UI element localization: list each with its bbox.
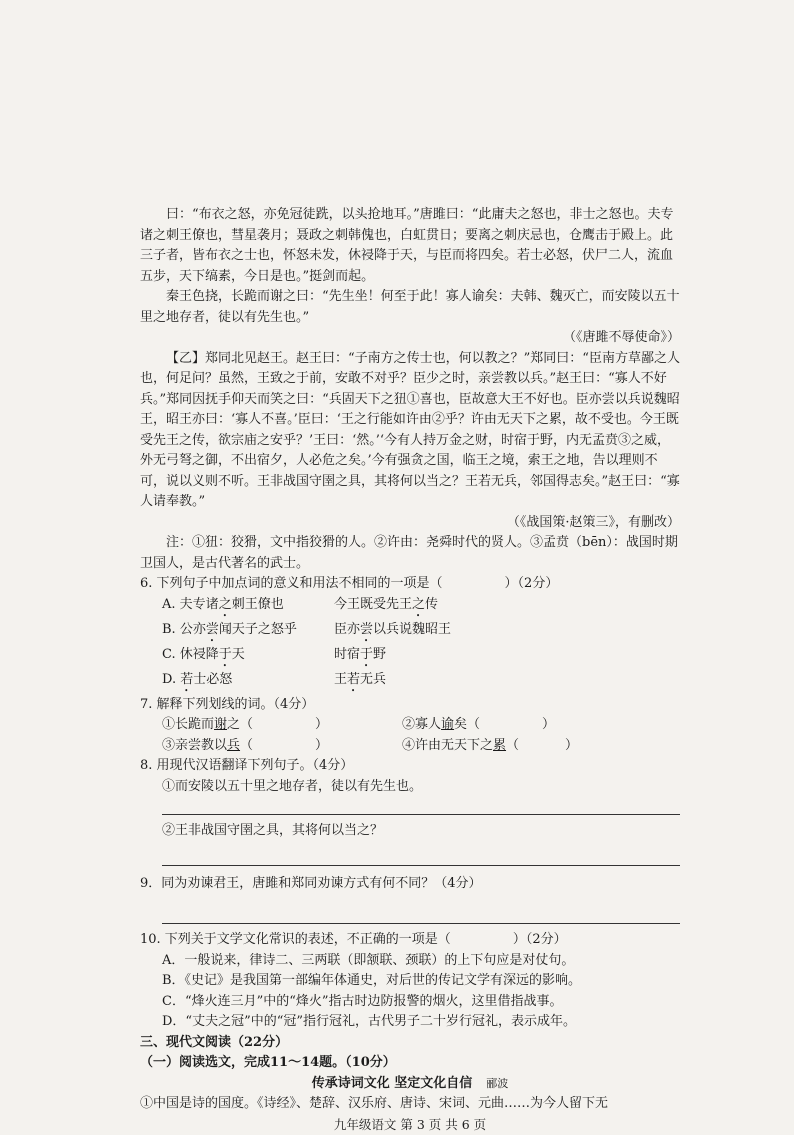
answer-line[interactable]	[162, 848, 680, 866]
dotted-char: 尝	[206, 620, 219, 645]
dotted-char: 若	[347, 670, 360, 695]
question-6-option-b[interactable]: B. 公亦尝闻天子之怒乎 臣亦尝以兵说魏昭王	[140, 620, 680, 645]
question-10-option-b[interactable]: B．《史记》是我国第一部编年体通史，对后世的传记文学有深远的影响。	[140, 971, 680, 992]
question-8-sentence-1: ①而安陵以五十里之地存者，徒以有先生也。	[140, 777, 680, 798]
underlined-word: 累	[493, 736, 506, 757]
question-6-option-c[interactable]: C. 休祲降于天 时宿于野	[140, 645, 680, 670]
dotted-char: 于	[360, 645, 373, 670]
dotted-char: 尝	[360, 620, 373, 645]
dotted-char: 之	[219, 595, 232, 620]
passage-jia-paragraph-2: 秦王色挠，长跪而谢之曰：“先生坐！何至于此！寡人谕矣：夫韩、魏灭亡，而安陵以五十里之地存者，徒以有先生也。”	[140, 287, 680, 328]
question-6-option-a[interactable]: A. 夫专诸之刺王僚也 今王既受先王之传	[140, 595, 680, 620]
question-7-stem: 7. 解释下列划线的词。（4分）	[140, 695, 680, 716]
article-title: 传承诗词文化 坚定文化自信 郦波	[140, 1074, 680, 1095]
dotted-char: 于	[219, 645, 232, 670]
exam-page	[140, 205, 680, 1135]
question-10-option-a[interactable]: A．一般说来，律诗二、三两联（即颔联、颈联）的上下句应是对仗句。	[140, 951, 680, 972]
answer-line[interactable]	[162, 906, 680, 924]
underlined-word: 谢	[214, 715, 227, 736]
question-8-stem: 8. 用现代汉语翻译下列句子。（4分）	[140, 756, 680, 777]
passage-jia-paragraph-1: 曰：“布衣之怒，亦免冠徒跣，以头抢地耳。”唐雎曰：“此庸夫之怒也，非士之怒也。夫专诸之刺王僚也，彗星袭月；聂政之刺韩傀也，白虹贯日；要离之刺庆忌也，仓鹰击于殿上。此三子者，皆布衣之士也，怀怒未发，休祲降于天，与臣而将四矣。若士必怒，伏尸二人，流血五步，天下缟素，今日是也。”挺剑而起。	[140, 205, 680, 287]
passage-yi-source: （《战国策·赵策三》，有删改）	[140, 513, 680, 534]
dotted-char: 若	[180, 670, 193, 695]
article-paragraph-1: ①中国是诗的国度。《诗经》、楚辞、汉乐府、唐诗、宋词、元曲……为今人留下无	[140, 1094, 680, 1115]
page-footer: 九年级语文 第 3 页 共 6 页	[140, 1115, 680, 1135]
passage-jia-source: （《唐雎不辱使命》）	[140, 328, 680, 349]
question-7-row-2: ③亲尝教以兵（ ） ④许由无天下之累（ ）	[140, 736, 680, 757]
article-author: 郦波	[486, 1077, 508, 1090]
annotation-note: 注：①狃：狡猾，文中指狡猾的人。②许由：尧舜时代的贤人。③孟贲（bēn）：战国时期卫国人，是古代著名的武士。	[140, 533, 680, 574]
question-10-option-c[interactable]: C．“烽火连三月”中的“烽火”指古时边防报警的烟火，这里借指战事。	[140, 992, 680, 1013]
section-3-subheading: （一）阅读选文，完成11～14题。（10分）	[140, 1053, 680, 1074]
underlined-word: 兵	[227, 736, 240, 757]
answer-line[interactable]	[162, 797, 680, 815]
question-6-stem: 6. 下列句子中加点词的意义和用法不相同的一项是（ ）（2分）	[140, 574, 680, 595]
question-6-option-d[interactable]: D. 若士必怒 王若无兵	[140, 670, 680, 695]
section-3-heading: 三、现代文阅读（22分）	[140, 1033, 680, 1054]
underlined-word: 谕	[441, 715, 454, 736]
question-10-stem: 10. 下列关于文学文化常识的表述，不正确的一项是（ ）（2分）	[140, 930, 680, 951]
passage-yi: 【乙】郑同北见赵王。赵王曰：“子南方之传士也，何以教之？”郑同曰：“臣南方草鄙之人也，何足问？虽然，王致之于前，安敢不对乎？臣少之时，亲尝教以兵。”赵王曰：“寡人不好兵。”郑同因抚手仰天而笑之曰：“兵固天下之狃①喜也，臣故意大王不好也。臣亦尝以兵说魏昭王，昭王亦曰：‘寡人不喜。’臣曰：‘王之行能如许由②乎？许由无天下之累，故不受也。今王既受先王之传，欲宗庙之安乎？’王曰：‘然。’‘今有人持万金之财，时宿于野，内无孟贲③之威，外无弓弩之御，不出宿夕，人必危之矣。’今有强贪之国，临王之境，索王之地，告以理则不可，说以义则不听。王非战国守圉之具，其将何以当之？王若无兵，邻国得志矣。”赵王曰：“寡人请奉教。”	[140, 349, 680, 513]
dotted-char: 之	[412, 595, 425, 620]
question-10-option-d[interactable]: D．“丈夫之冠”中的“冠”指行冠礼，古代男子二十岁行冠礼，表示成年。	[140, 1012, 680, 1033]
question-8-sentence-2: ②王非战国守圉之具，其将何以当之？	[140, 821, 680, 842]
question-7-row-1: ①长跪而谢之（ ） ②寡人谕矣（ ）	[140, 715, 680, 736]
question-9-stem: 9．同为劝谏君王，唐雎和郑同劝谏方式有何不同？（4分）	[140, 874, 680, 895]
